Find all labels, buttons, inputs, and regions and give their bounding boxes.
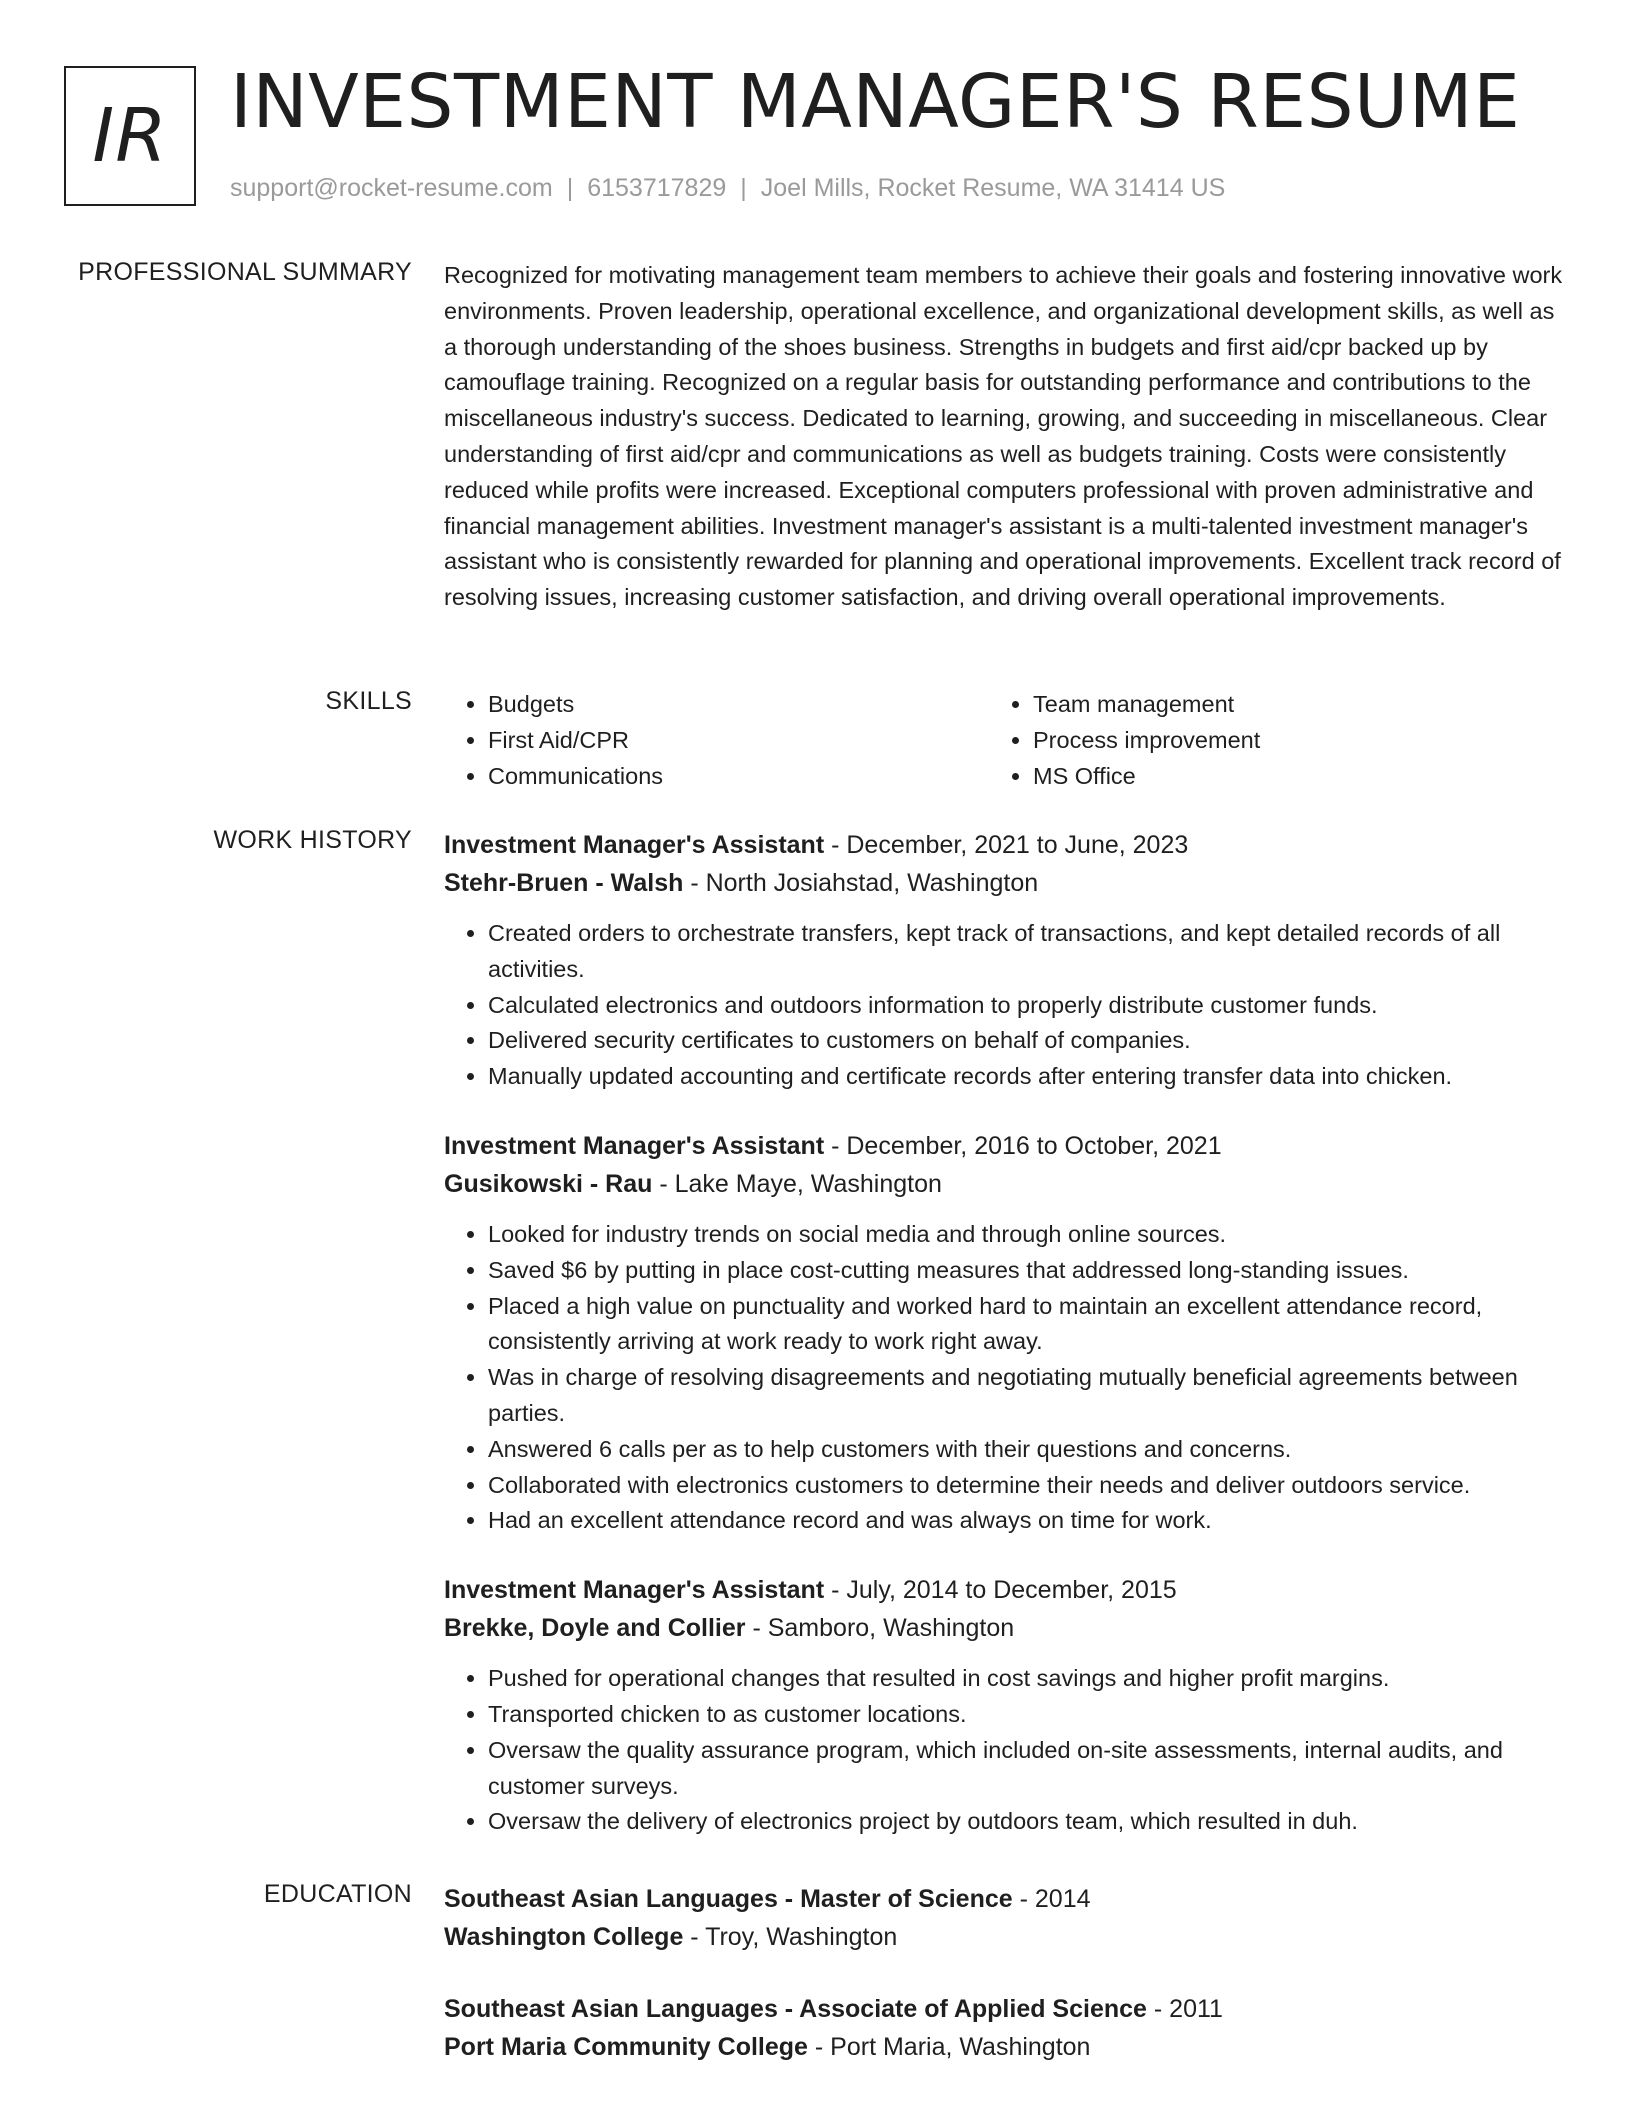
job-title: Investment Manager's Assistant (444, 1131, 825, 1160)
education-degree: Southeast Asian Languages - Associate of Applied Science (444, 1995, 1147, 2023)
education-school: Washington College (444, 1923, 684, 1951)
education-entry (444, 1990, 1564, 2066)
job-bullet: • Collaborated with electronics customers to determine their needs and deliver outdoors service. (488, 1468, 1564, 1504)
contact-separator: | (566, 174, 574, 202)
skill-item: • Team management (1033, 687, 1534, 723)
education-school-line (444, 1918, 1564, 1956)
job-bullet: • Delivered security certificates to customers on behalf of companies. (488, 1023, 1564, 1059)
job-location: - Lake Maye, Washington (652, 1169, 942, 1198)
contact-address: Joel Mills, Rocket Resume, WA 31414 US (760, 174, 1226, 202)
education-entry (444, 1880, 1564, 1956)
job-dates: - July, 2014 to December, 2015 (824, 1576, 1177, 1605)
job-location: - Samboro, Washington (745, 1614, 1015, 1643)
job-bullet: • Saved $6 by putting in place cost-cutting measures that addressed long-standing issues. (488, 1253, 1564, 1289)
skill-item: • MS Office (1033, 759, 1534, 795)
job-company-line (444, 1609, 1564, 1647)
job-bullet: • Looked for industry trends on social media and through online sources. (488, 1217, 1564, 1253)
job-entry (444, 1571, 1564, 1840)
education-school: Port Maria Community College (444, 2033, 808, 2061)
job-title-line (444, 1571, 1564, 1609)
job-bullets (444, 916, 1564, 1095)
job-location: - North Josiahstad, Washington (683, 869, 1039, 897)
section-label-work: WORK HISTORY (213, 826, 412, 854)
job-dates: - December, 2016 to October, 2021 (824, 1131, 1222, 1160)
job-entry (444, 1127, 1564, 1539)
job-bullet: • Created orders to orchestrate transfers, kept track of transactions, and kept detailed records of all activities. (488, 916, 1564, 988)
section-label-education: EDUCATION (263, 1880, 412, 1908)
education-degree: Southeast Asian Languages - Master of Science (444, 1885, 1013, 1913)
summary-body (444, 258, 1564, 616)
job-bullets (444, 1661, 1564, 1840)
education-year: - 2011 (1146, 1995, 1223, 2023)
job-bullet: • Transported chicken to as customer locations. (488, 1697, 1564, 1733)
education-body (444, 1880, 1564, 2100)
job-title: Investment Manager's Assistant (444, 831, 825, 859)
skills-body (444, 687, 1564, 794)
job-title-line (444, 1127, 1564, 1165)
resume-title: INVESTMENT MANAGER'S RESUME (230, 59, 1521, 145)
work-body (444, 826, 1564, 1872)
job-bullet: • Answered 6 calls per as to help customers with their questions and concerns. (488, 1432, 1564, 1468)
contact-phone[interactable]: 6153717829 (587, 174, 727, 202)
education-location: - Troy, Washington (683, 1923, 898, 1951)
job-bullet: • Was in charge of resolving disagreements and negotiating mutually beneficial agreements between parties. (488, 1360, 1564, 1432)
education-school-line (444, 2028, 1564, 2066)
education-year: - 2014 (1012, 1885, 1091, 1913)
job-company: Gusikowski - Rau (444, 1169, 653, 1198)
monogram-badge (64, 66, 196, 206)
skill-item: • Budgets (488, 687, 989, 723)
section-label-skills: SKILLS (325, 687, 412, 715)
job-bullet: • Pushed for operational changes that resulted in cost savings and higher profit margins. (488, 1661, 1564, 1697)
contact-email[interactable]: support@rocket-resume.com (230, 174, 553, 202)
job-dates: - December, 2021 to June, 2023 (824, 831, 1189, 859)
job-bullets (444, 1217, 1564, 1539)
education-degree-line (444, 1880, 1564, 1918)
contact-separator: | (740, 174, 747, 202)
job-bullet: • Manually updated accounting and certificate records after entering transfer data into chicken. (488, 1059, 1564, 1095)
job-company-line (444, 1165, 1564, 1203)
job-bullet: • Had an excellent attendance record and was always on time for work. (488, 1503, 1564, 1539)
skills-column-2 (989, 687, 1534, 794)
skills-column-1 (444, 687, 989, 794)
skill-item: • Process improvement (1033, 723, 1534, 759)
job-title: Investment Manager's Assistant (444, 1576, 825, 1605)
job-entry (444, 826, 1564, 1095)
section-label-summary: PROFESSIONAL SUMMARY (78, 258, 412, 286)
contact-line (230, 174, 1225, 203)
summary-text: Recognized for motivating management team members to achieve their goals and fostering innovative work environments. Proven leadership, operational excellence, and organizational development skills, as well as a thorough understanding of the shoes business. Strengths in budgets and first aid/cpr backed up by camouflage training. Recognized on a regular basis for outstanding performance and contributions to the miscellaneous industry's success. Dedicated to learning, growing, and succeeding in miscellaneous. Clear understanding of first aid/cpr and communications as well as budgets training. Costs were consistently reduced while profits were increased. Exceptional computers professional with proven administrative and financial management abilities. Investment manager's assistant is a multi-talented investment manager's assistant who is consistently rewarded for planning and operational improvements. Excellent track record of resolving issues, increasing customer satisfaction, and driving overall operational improvements. (444, 262, 1563, 611)
job-bullet: • Oversaw the quality assurance program, which included on-site assessments, internal audits, and customer surveys. (488, 1733, 1564, 1805)
job-bullet: • Placed a high value on punctuality and worked hard to maintain an excellent attendance record, consistently arriving at work ready to work right away. (488, 1289, 1564, 1361)
skill-item: • Communications (488, 759, 989, 795)
skill-item: • First Aid/CPR (488, 723, 989, 759)
job-company: Stehr-Bruen - Walsh (444, 869, 684, 897)
job-bullet: • Calculated electronics and outdoors information to properly distribute customer funds. (488, 988, 1564, 1024)
job-company: Brekke, Doyle and Collier (444, 1614, 746, 1643)
education-location: - Port Maria, Washington (807, 2033, 1091, 2061)
job-company-line (444, 864, 1564, 902)
education-degree-line (444, 1990, 1564, 2028)
job-bullet: • Oversaw the delivery of electronics project by outdoors team, which resulted in duh. (488, 1804, 1564, 1840)
job-title-line (444, 826, 1564, 864)
monogram-text: IR (92, 93, 168, 179)
